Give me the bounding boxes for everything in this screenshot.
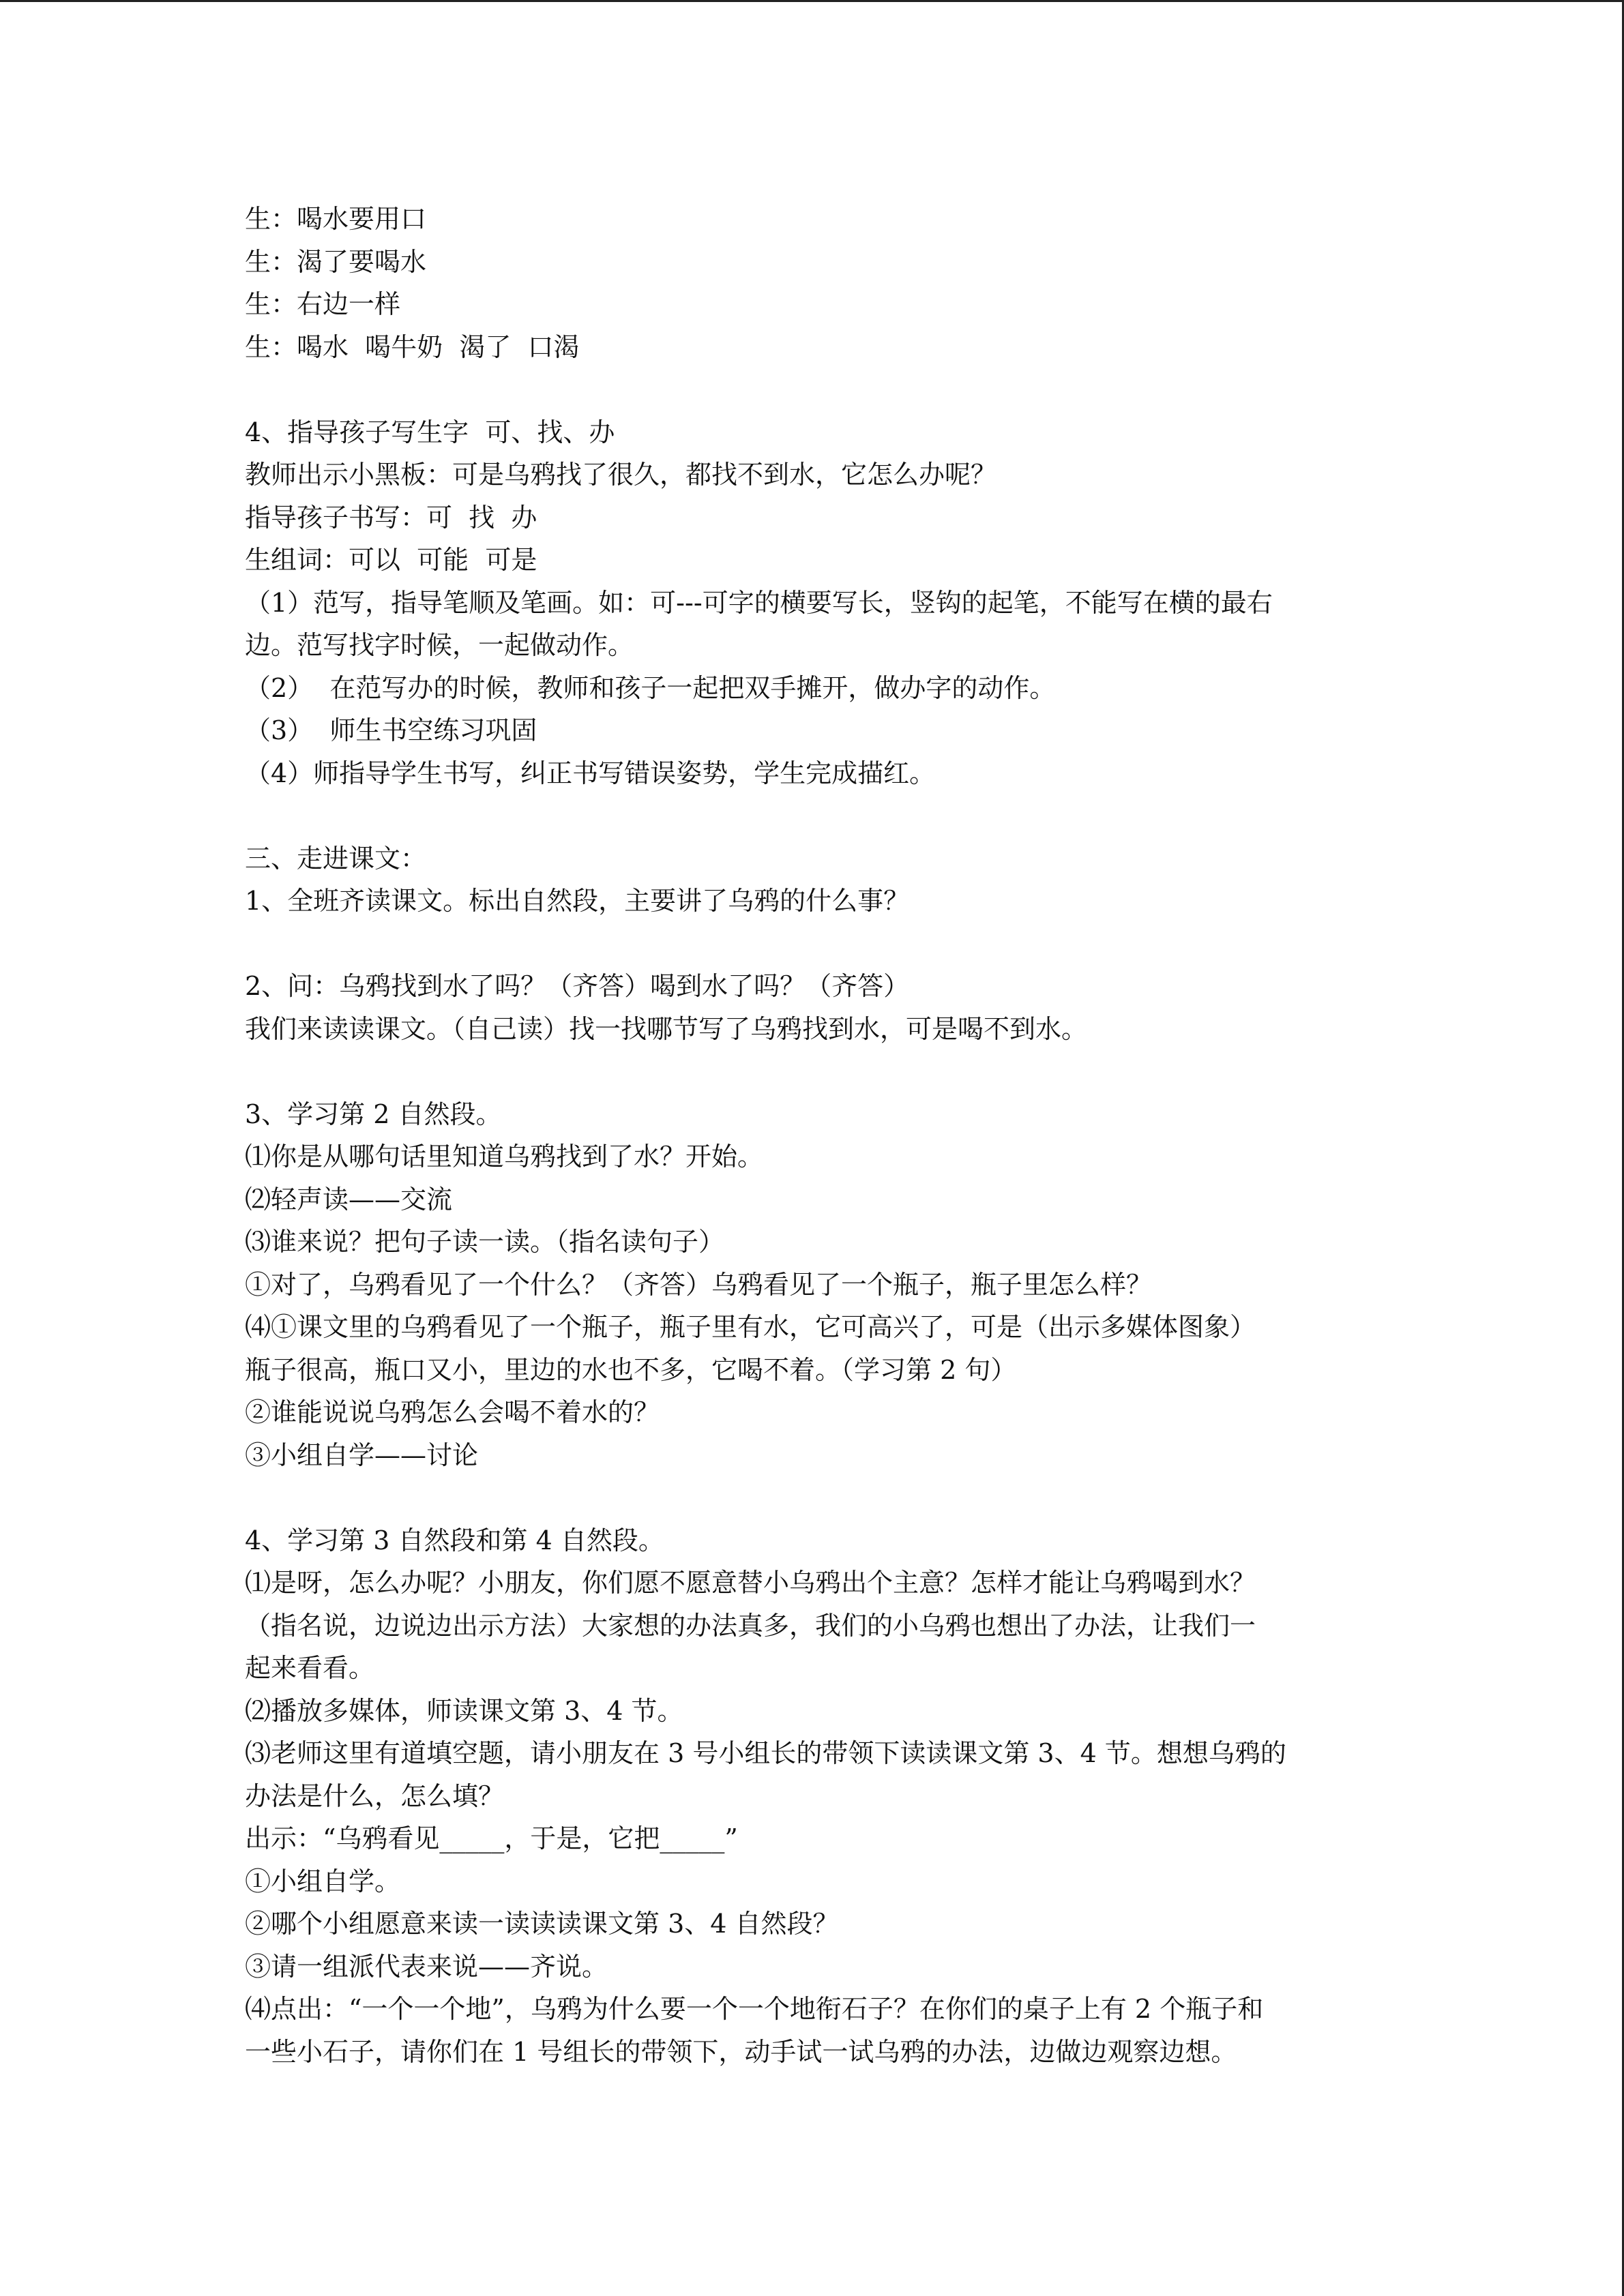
text-line: 一些小石子，请你们在 1 号组长的带领下，动手试一试乌鸦的办法，边做边观察边想。 bbox=[245, 2036, 1237, 2067]
text-line: （2） 在范写办的时候，教师和孩子一起把双手摊开，做办字的动作。 bbox=[245, 672, 1056, 703]
text-line: 1、全班齐读课文。标出自然段，主要讲了乌鸦的什么事？ bbox=[245, 886, 910, 916]
text-section bbox=[245, 411, 1384, 795]
paragraph-spacer bbox=[245, 368, 1384, 411]
text-line: ①小组自学。 bbox=[245, 1866, 401, 1896]
text-line: 出示：“乌鸦看见_____，于是，它把_____” bbox=[245, 1823, 738, 1853]
text-line: 生组词：可以 可能 可是 bbox=[245, 545, 537, 575]
text-section bbox=[245, 1093, 1384, 1477]
text-line: 生：喝水要用口 bbox=[245, 204, 427, 234]
text-line: ⑶老师这里有道填空题，请小朋友在 3 号小组长的带领下读读课文第 3、4 节。想想乌鸦的 bbox=[245, 1738, 1286, 1768]
text-section bbox=[245, 837, 1384, 923]
text-line: ⑴你是从哪句话里知道乌鸦找到了水？开始。 bbox=[245, 1142, 764, 1172]
text-line: 4、学习第 3 自然段和第 4 自然段。 bbox=[245, 1525, 664, 1555]
text-line: ①对了，乌鸦看见了一个什么？（齐答）乌鸦看见了一个瓶子，瓶子里怎么样？ bbox=[245, 1269, 1153, 1300]
page-top-border bbox=[0, 0, 1624, 2]
text-line: 瓶子很高，瓶口又小，里边的水也不多，它喝不着。（学习第 2 句） bbox=[245, 1354, 1017, 1385]
text-line: ⑵轻声读——交流 bbox=[245, 1184, 453, 1214]
text-line: 边。范写找字时候，一起做动作。 bbox=[245, 630, 634, 660]
text-line: （指名说，边说边出示方法）大家想的办法真多，我们的小乌鸦也想出了办法，让我们一 bbox=[245, 1610, 1256, 1641]
text-line: ⑷①课文里的乌鸦看见了一个瓶子，瓶子里有水，它可高兴了，可是（出示多媒体图象） bbox=[245, 1312, 1256, 1342]
text-line: 起来看看。 bbox=[245, 1653, 375, 1683]
text-line: （3） 师生书空练习巩固 bbox=[245, 715, 537, 745]
text-line: 教师出示小黑板：可是乌鸦找了很久，都找不到水，它怎么办呢？ bbox=[245, 460, 997, 490]
text-line: ⑶谁来说？把句子读一读。（指名读句子） bbox=[245, 1227, 725, 1257]
text-line: 2、问：乌鸦找到水了吗？（齐答）喝到水了吗？（齐答） bbox=[245, 971, 910, 1001]
text-section bbox=[245, 198, 1384, 368]
text-line: ⑴是呀，怎么办呢？小朋友，你们愿不愿意替小乌鸦出个主意？怎样才能让乌鸦喝到水？ bbox=[245, 1568, 1256, 1598]
paragraph-spacer bbox=[245, 1050, 1384, 1093]
text-line: （1）范写，指导笔顺及笔画。如：可---可字的横要写长，竖钩的起笔，不能写在横的最右 bbox=[245, 587, 1273, 618]
text-line: （4）师指导学生书写，纠正书写错误姿势，学生完成描红。 bbox=[245, 758, 936, 788]
text-line: ②谁能说说乌鸦怎么会喝不着水的？ bbox=[245, 1397, 660, 1427]
text-line: ③请一组派代表来说——齐说。 bbox=[245, 1951, 608, 1982]
text-section bbox=[245, 965, 1384, 1050]
text-line: 办法是什么，怎么填？ bbox=[245, 1780, 505, 1811]
text-line: 生：右边一样 bbox=[245, 289, 401, 319]
text-line: 三、走进课文： bbox=[245, 843, 427, 874]
paragraph-spacer bbox=[245, 794, 1384, 837]
text-line: 生：渴了要喝水 bbox=[245, 246, 427, 277]
text-line: 4、指导孩子写生字 可、找、办 bbox=[245, 417, 615, 447]
text-line: 生：喝水 喝牛奶 渴了 口渴 bbox=[245, 331, 580, 362]
text-line: ③小组自学——讨论 bbox=[245, 1440, 479, 1470]
text-section bbox=[245, 1519, 1384, 2074]
text-line: ②哪个小组愿意来读一读读读课文第 3、4 自然段？ bbox=[245, 1909, 839, 1939]
paragraph-spacer bbox=[245, 1476, 1384, 1519]
paragraph-spacer bbox=[245, 923, 1384, 966]
document-body bbox=[245, 198, 1384, 2073]
text-line: 3、学习第 2 自然段。 bbox=[245, 1099, 502, 1129]
text-line: 指导孩子书写：可 找 办 bbox=[245, 502, 537, 533]
text-line: ⑵播放多媒体，师读课文第 3、4 节。 bbox=[245, 1695, 683, 1726]
text-line: 我们来读读课文。（自己读）找一找哪节写了乌鸦找到水，可是喝不到水。 bbox=[245, 1013, 1088, 1044]
text-line: ⑷点出：“一个一个地”，乌鸦为什么要一个一个地衔石子？在你们的桌子上有 2 个瓶子和 bbox=[245, 1994, 1264, 2024]
